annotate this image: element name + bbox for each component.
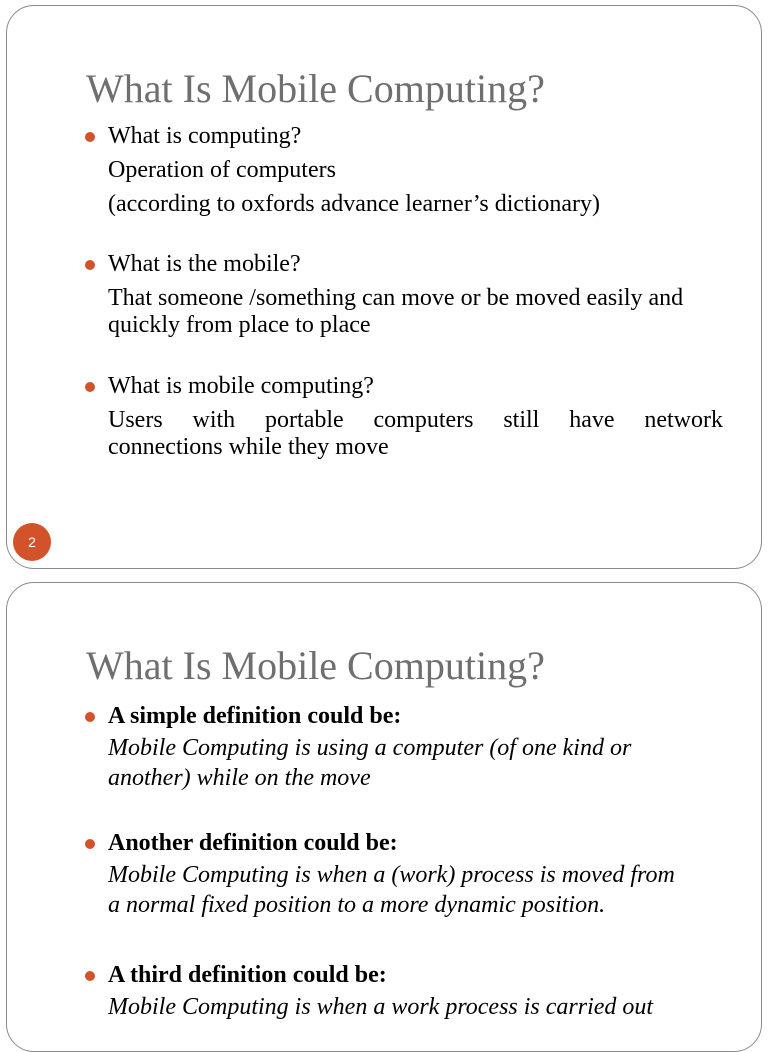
bullet-icon: [85, 132, 95, 142]
slide-content: [85, 123, 723, 461]
slide-2: [6, 582, 762, 1052]
bullet-icon: [85, 971, 95, 981]
answer-line: quickly from place to place: [108, 312, 371, 338]
slide-title: What Is Mobile Computing?: [86, 66, 545, 111]
slide-title: What Is Mobile Computing?: [86, 643, 545, 688]
definition-line: Mobile Computing is using a computer (of one kind or: [108, 735, 632, 761]
bullet-item: [85, 251, 723, 339]
definition-heading: A simple definition could be:: [108, 703, 402, 729]
bullet-icon: [85, 260, 95, 270]
bullet-icon: [85, 382, 95, 392]
answer-line: That someone /something can move or be moved easily and: [108, 285, 684, 311]
slide-1: [6, 5, 762, 569]
definition-heading: Another definition could be:: [108, 830, 398, 856]
bullet-icon: [85, 839, 95, 849]
definition-line: Mobile Computing is when a (work) process is moved from: [108, 862, 675, 888]
answer-line: connections while they move: [108, 434, 389, 460]
definition-line: a normal fixed position to a more dynamic position.: [108, 892, 606, 918]
bullet-item: [85, 962, 723, 1022]
answer-line: Operation of computers: [108, 157, 336, 183]
definition-line: another) while on the move: [108, 765, 371, 791]
bullet-item: [85, 123, 723, 218]
definition-line: Mobile Computing is when a work process is carried out: [108, 994, 654, 1020]
bullet-question: What is the mobile?: [108, 251, 301, 277]
answer-line: Users with portable computers still have network: [108, 407, 723, 433]
bullet-question: What is mobile computing?: [108, 373, 374, 399]
bullet-question: What is computing?: [108, 123, 302, 149]
bullet-item: [85, 703, 723, 793]
bullet-item: [85, 830, 723, 920]
bullet-icon: [85, 712, 95, 722]
answer-line: (according to oxfords advance learner’s dictionary): [108, 191, 601, 217]
definition-heading: A third definition could be:: [108, 962, 387, 988]
slide-content: [85, 703, 723, 1022]
bullet-item: [85, 373, 723, 461]
slide-number-badge: 2: [13, 523, 51, 561]
